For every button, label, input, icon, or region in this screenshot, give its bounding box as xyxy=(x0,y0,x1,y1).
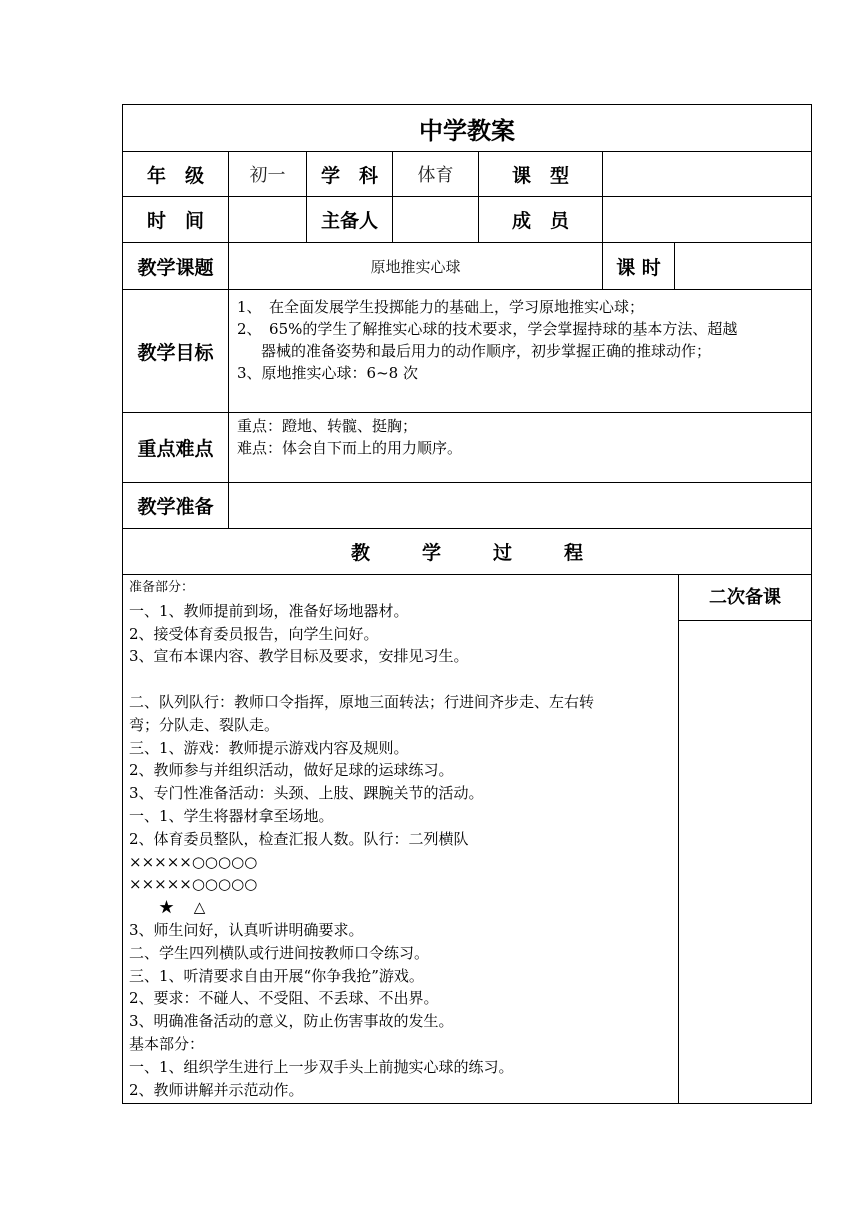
process-line: 三、1、听清要求自由开展“你争我抢”游戏。 xyxy=(129,966,424,985)
second-prep-label: 二次备课 xyxy=(679,575,811,621)
process-line: 二、学生四列横队或行进间按教师口令练习。 xyxy=(129,943,430,962)
time-label: 时 间 xyxy=(123,197,229,243)
process-line: 2、要求：不碰人、不受阻、不丢球、不出界。 xyxy=(129,989,439,1008)
grade-label: 年 级 xyxy=(123,152,229,197)
process-line: ×××××○○○○○ xyxy=(129,852,258,871)
lead-preparer-value[interactable] xyxy=(393,197,479,243)
prep-value[interactable] xyxy=(229,483,812,529)
prep-label: 教学准备 xyxy=(123,483,229,529)
process-line: 2、教师讲解并示范动作。 xyxy=(129,1080,304,1099)
process-line: 2、体育委员整队，检查汇报人数。队行：二列横队 xyxy=(129,829,469,848)
lesson-plan-table xyxy=(122,104,812,1104)
keypoints-label: 重点难点 xyxy=(123,413,229,483)
lead-preparer-label: 主备人 xyxy=(307,197,393,243)
process-line: ×××××○○○○○ xyxy=(129,875,258,894)
members-value[interactable] xyxy=(603,197,812,243)
lesson-type-value[interactable] xyxy=(603,152,812,197)
goal-item-continued: 器械的准备姿势和最后用力的动作顺序，初步掌握正确的推球动作； xyxy=(261,342,712,360)
topic-value[interactable]: 原地推实心球 xyxy=(229,243,603,290)
second-prep-column[interactable] xyxy=(679,575,812,1104)
process-line: 3、宣布本课内容、教学目标及要求，安排见习生。 xyxy=(129,647,469,666)
process-line: 一、1、教师提前到场，准备好场地器材。 xyxy=(129,601,409,620)
goal-item: 1、 在全面发展学生投掷能力的基础上，学习原地推实心球； xyxy=(237,298,645,316)
process-line xyxy=(129,668,672,691)
process-header: 教学过程 xyxy=(123,529,812,575)
class-hours-value[interactable] xyxy=(675,243,812,290)
process-line: 二、队列队行：教师口令指挥，原地三面转法；行进间齐步走、左右转 xyxy=(129,692,595,711)
lesson-type-label: 课 型 xyxy=(479,152,603,197)
lesson-plan-sheet xyxy=(122,104,811,1104)
process-line: 基本部分： xyxy=(129,1034,205,1053)
key-point-text: 重点：蹬地、转髋、挺胸； xyxy=(237,417,418,435)
process-line: 准备部分： xyxy=(129,580,195,595)
process-line: 3、师生问好，认真听讲明确要求。 xyxy=(129,920,364,939)
keypoints-content[interactable] xyxy=(229,413,812,483)
process-line: 一、1、组织学生进行上一步双手头上前抛实心球的练习。 xyxy=(129,1057,514,1076)
time-value[interactable] xyxy=(229,197,307,243)
subject-label: 学 科 xyxy=(307,152,393,197)
process-line: 3、专门性准备活动：头颈、上肢、踝腕关节的活动。 xyxy=(129,784,484,803)
goal-item: 2、 65%的学生了解推实心球的技术要求，学会掌握持球的基本方法、超越 xyxy=(237,320,738,338)
page-title: 中学教案 xyxy=(123,105,812,152)
process-line: 2、接受体育委员报告，向学生问好。 xyxy=(129,624,379,643)
process-content[interactable] xyxy=(123,575,679,1104)
class-hours-label: 课 时 xyxy=(603,243,675,290)
grade-value[interactable]: 初一 xyxy=(229,152,307,197)
process-line: 弯；分队走、裂队走。 xyxy=(129,715,280,734)
goal-item: 3、原地推实心球：6~8 次 xyxy=(237,364,418,382)
process-line: 一、1、学生将器材拿至场地。 xyxy=(129,806,334,825)
difficulty-text: 难点：体会自下而上的用力顺序。 xyxy=(237,439,463,457)
goals-content[interactable] xyxy=(229,290,812,413)
topic-label: 教学课题 xyxy=(123,243,229,290)
process-line: ★ △ xyxy=(129,898,206,917)
process-line: 2、教师参与并组织活动，做好足球的运球练习。 xyxy=(129,761,454,780)
subject-value[interactable]: 体育 xyxy=(393,152,479,197)
process-line: 3、明确准备活动的意义，防止伤害事故的发生。 xyxy=(129,1012,454,1031)
members-label: 成 员 xyxy=(479,197,603,243)
process-line: 三、1、游戏：教师提示游戏内容及规则。 xyxy=(129,738,409,757)
goals-label: 教学目标 xyxy=(123,290,229,413)
process-lines xyxy=(129,577,672,1101)
